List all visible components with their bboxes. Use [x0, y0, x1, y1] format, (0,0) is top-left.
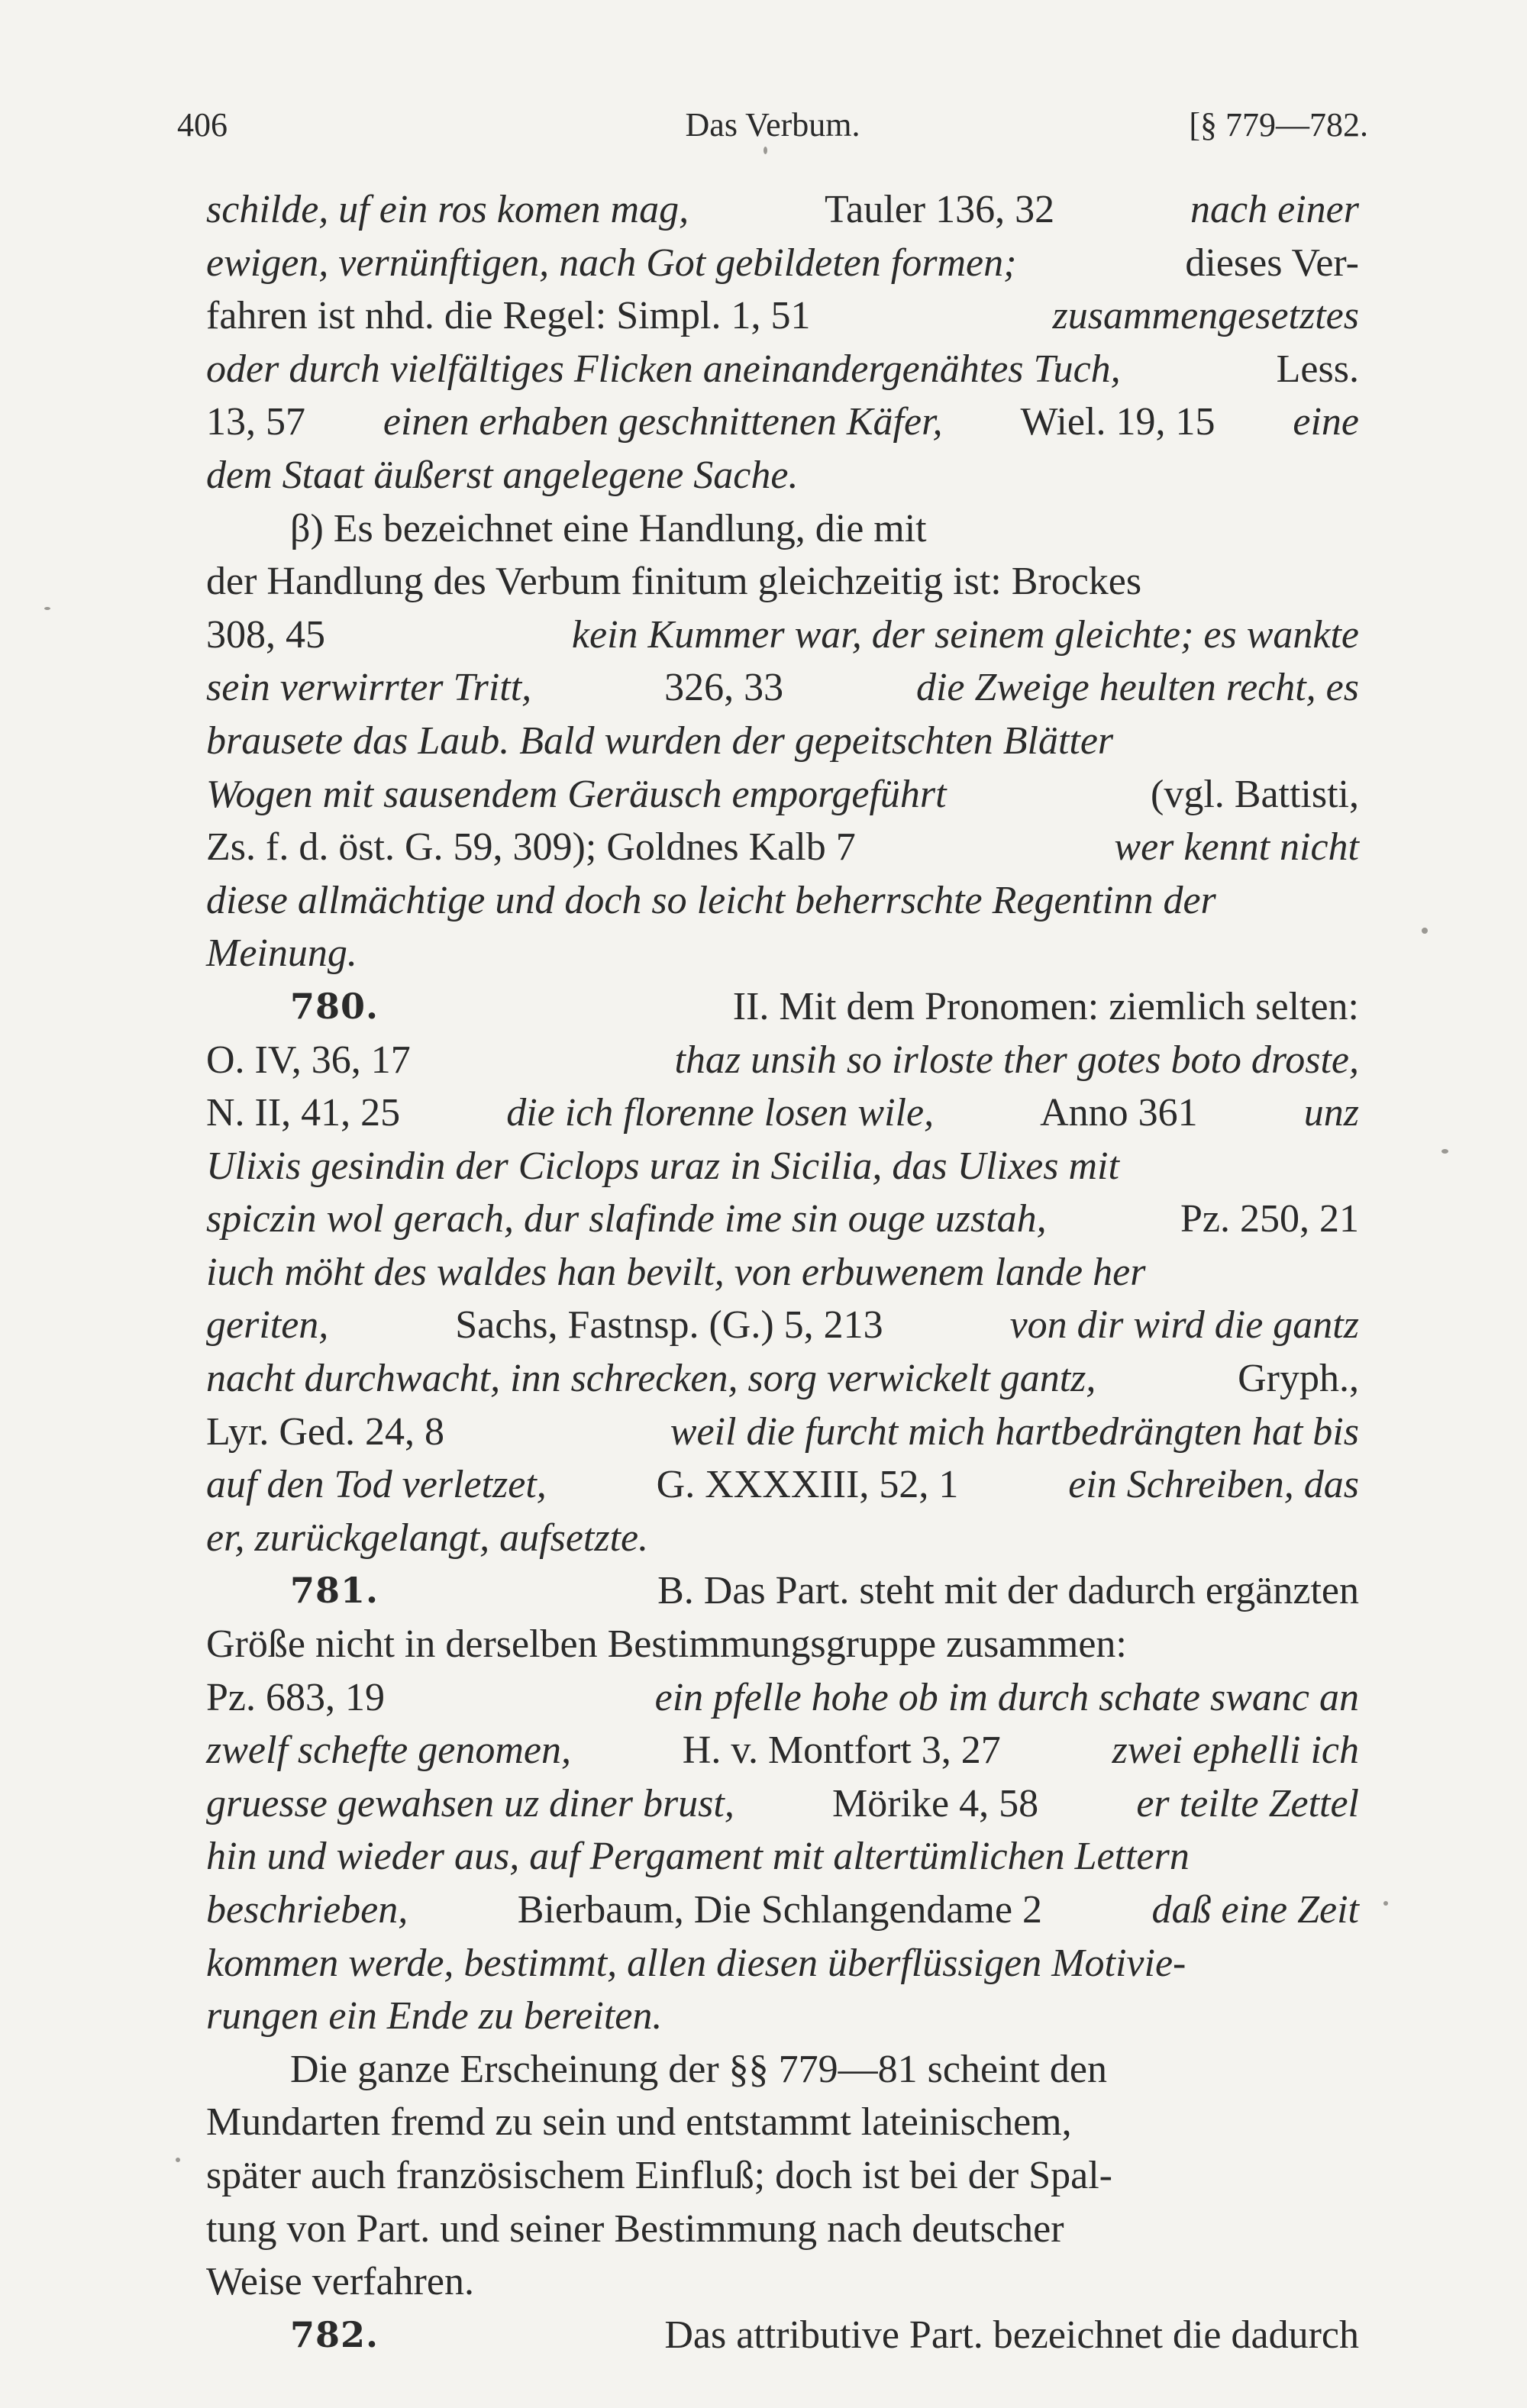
text-line — [206, 1193, 1359, 1246]
text-segment: fahren ist nhd. die Regel: Simpl. 1, 51 — [206, 294, 811, 338]
running-header — [177, 105, 1368, 151]
italic-quote: daß eine Zeit — [1151, 1888, 1359, 1932]
italic-quote: ewigen, vernünftigen, nach Got gebildeten formen; — [206, 240, 1017, 285]
text-segment: Das attributive Part. bezeichnet die dadurch — [664, 2313, 1359, 2357]
italic-quote: thaz unsih so irloste ther gotes boto droste, — [674, 1038, 1359, 1082]
text-segment: 308, 45 — [206, 612, 325, 657]
text-line — [206, 1458, 1359, 1512]
text-segment: II. Mit dem Pronomen: ziemlich selten: — [732, 984, 1359, 1028]
text-line — [206, 608, 1359, 662]
text-segment: Tauler 136, 32 — [825, 188, 1055, 231]
italic-quote: Meinung. — [206, 931, 357, 976]
text-line — [206, 2096, 1359, 2149]
italic-quote: zwelf schefte genomen, — [206, 1729, 571, 1773]
italic-quote: schilde, uf ein ros komen mag, — [206, 188, 689, 231]
text-segment: Mörike 4, 58 — [832, 1781, 1039, 1825]
text-segment: Zs. f. d. öst. G. 59, 309); Goldnes Kalb 7 — [206, 825, 856, 870]
text-line — [206, 183, 1359, 237]
text-segment: Gryph., — [1238, 1357, 1359, 1401]
text-segment: später auch französischem Einfluß; doch ist bei der Spal- — [206, 2153, 1112, 2197]
italic-quote: oder durch vielfältiges Flicken aneinandergenähtes Tuch, — [206, 347, 1121, 391]
text-line — [206, 1512, 1359, 1565]
italic-quote: hin und wieder aus, auf Pergament mit altertümlichen Lettern — [206, 1835, 1190, 1879]
paper-speck — [176, 2158, 180, 2162]
page-body — [206, 183, 1359, 2361]
text-segment: Pz. 683, 19 — [206, 1675, 385, 1719]
text-segment: B. Das Part. steht mit der dadurch ergänzten — [657, 1569, 1359, 1613]
text-line — [206, 2255, 1359, 2309]
text-line — [206, 395, 1359, 449]
text-segment: Größe nicht in derselben Bestimmungsgruppe zusammen: — [206, 1622, 1127, 1667]
text-line — [206, 768, 1359, 821]
section-range: [§ 779—782. — [1189, 106, 1368, 144]
page-number: 406 — [177, 106, 228, 144]
text-line — [206, 1724, 1359, 1777]
text-line — [206, 1246, 1359, 1299]
paper-speck — [764, 147, 767, 154]
text-segment: 326, 33 — [664, 666, 784, 710]
text-line — [206, 1990, 1359, 2043]
text-line — [206, 2309, 1359, 2362]
italic-quote: eine — [1293, 400, 1359, 444]
text-line — [206, 1086, 1359, 1140]
text-line — [206, 1830, 1359, 1883]
italic-quote: beschrieben, — [206, 1888, 408, 1932]
italic-quote: die Zweige heulten recht, es — [915, 666, 1359, 710]
italic-quote: ein Schreiben, das — [1068, 1463, 1359, 1507]
italic-quote: auf den Tod verletzet, — [206, 1463, 547, 1507]
italic-quote: unz — [1303, 1091, 1359, 1135]
text-line — [206, 1671, 1359, 1725]
italic-quote: wer kennt nicht — [1114, 825, 1359, 870]
text-line — [206, 1777, 1359, 1831]
italic-quote: geriten, — [206, 1303, 329, 1348]
paper-speck — [44, 607, 50, 610]
text-segment: H. v. Montfort 3, 27 — [682, 1729, 1001, 1773]
italic-quote: gruesse gewahsen uz diner brust, — [206, 1781, 734, 1825]
italic-quote: er, zurückgelangt, aufsetzte. — [206, 1515, 649, 1560]
text-line — [206, 2149, 1359, 2203]
text-line — [206, 715, 1359, 768]
text-segment: G. XXXXIII, 52, 1 — [656, 1463, 959, 1507]
text-segment: der Handlung des Verbum finitum gleichzeitig ist: Brockes — [206, 560, 1142, 604]
text-line — [206, 1618, 1359, 1671]
text-line — [206, 2043, 1359, 2097]
text-segment: Die ganze Erscheinung der §§ 779—81 scheint den — [290, 2047, 1108, 2091]
text-line — [206, 927, 1359, 980]
text-line — [206, 1406, 1359, 1459]
text-line — [206, 874, 1359, 928]
running-title: Das Verbum. — [685, 106, 860, 144]
italic-quote: von dir wird die gantz — [1009, 1303, 1359, 1348]
text-line — [206, 237, 1359, 290]
text-line — [206, 289, 1359, 343]
text-segment: β) Es bezeichnet eine Handlung, die mit — [290, 506, 927, 550]
italic-quote: dem Staat äußerst angelegene Sache. — [206, 453, 799, 497]
text-segment: Less. — [1276, 347, 1359, 391]
text-line — [206, 1883, 1359, 1937]
text-line — [206, 2203, 1359, 2256]
text-segment: Weise verfahren. — [206, 2260, 474, 2304]
section-number: 781. — [290, 1570, 379, 1612]
text-line — [206, 1352, 1359, 1406]
text-line — [206, 343, 1359, 396]
text-line — [206, 1937, 1359, 1990]
italic-quote: Ulixis gesindin der Ciclops uraz in Sicilia, das Ulixes mit — [206, 1144, 1119, 1188]
text-line — [206, 1034, 1359, 1087]
text-line — [206, 1299, 1359, 1352]
italic-quote: einen erhaben geschnittenen Käfer, — [383, 400, 943, 444]
text-line — [206, 502, 1359, 556]
section-number: 780. — [290, 985, 379, 1027]
italic-quote: Wogen mit sausendem Geräusch emporgeführt — [206, 772, 947, 816]
italic-quote: nacht durchwacht, inn schrecken, sorg verwickelt gantz, — [206, 1357, 1096, 1401]
text-segment: Mundarten fremd zu sein und entstammt lateinischem, — [206, 2100, 1072, 2145]
text-segment: Sachs, Fastnsp. (G.) 5, 213 — [455, 1303, 883, 1348]
paper-speck — [1441, 1149, 1448, 1154]
text-line — [206, 449, 1359, 502]
paper-speck — [1422, 928, 1428, 934]
italic-quote: spiczin wol gerach, dur slafinde ime sin ouge uzstah, — [206, 1197, 1047, 1241]
italic-quote: kein Kummer war, der seinem gleichte; es wankte — [571, 612, 1359, 657]
italic-quote: kommen werde, bestimmt, allen diesen überflüssigen Motivie- — [206, 1941, 1186, 1985]
italic-quote: rungen ein Ende zu bereiten. — [206, 1994, 663, 2038]
text-segment: Bierbaum, Die Schlangendame 2 — [517, 1888, 1043, 1932]
section-number: 782. — [290, 2313, 379, 2355]
italic-quote: die ich florenne losen wile, — [506, 1091, 935, 1135]
text-segment: Anno 361 — [1040, 1091, 1198, 1135]
italic-quote: diese allmächtige und doch so leicht beherrschte Regentinn der — [206, 878, 1216, 922]
italic-quote: er teilte Zettel — [1136, 1781, 1359, 1825]
text-line — [206, 661, 1359, 715]
italic-quote: iuch möht des waldes han bevilt, von erbuwenem lande her — [206, 1250, 1146, 1294]
text-segment: dieses Ver- — [1185, 240, 1359, 285]
text-segment: (vgl. Battisti, — [1151, 772, 1359, 816]
text-segment: N. II, 41, 25 — [206, 1091, 401, 1135]
italic-quote: nach einer — [1190, 188, 1359, 231]
italic-quote: zusammengesetztes — [1052, 294, 1359, 338]
paper-speck — [1383, 1901, 1388, 1906]
text-line — [206, 980, 1359, 1034]
italic-quote: zwei ephelli ich — [1112, 1729, 1359, 1773]
text-line — [206, 1140, 1359, 1193]
text-line — [206, 1564, 1359, 1618]
text-segment: Wiel. 19, 15 — [1020, 400, 1215, 444]
text-segment: 13, 57 — [206, 400, 305, 444]
text-segment: Pz. 250, 21 — [1180, 1197, 1359, 1241]
text-line — [206, 555, 1359, 608]
italic-quote: sein verwirrter Tritt, — [206, 666, 532, 710]
italic-quote: weil die furcht mich hartbedrängten hat bis — [670, 1409, 1359, 1454]
text-segment: tung von Part. und seiner Bestimmung nach deutscher — [206, 2206, 1064, 2251]
text-line — [206, 821, 1359, 874]
text-segment: Lyr. Ged. 24, 8 — [206, 1409, 444, 1454]
italic-quote: brausete das Laub. Bald wurden der gepeitschten Blätter — [206, 718, 1114, 763]
italic-quote: ein pfelle hohe ob im durch schate swanc an — [654, 1675, 1359, 1719]
text-segment: O. IV, 36, 17 — [206, 1038, 411, 1082]
